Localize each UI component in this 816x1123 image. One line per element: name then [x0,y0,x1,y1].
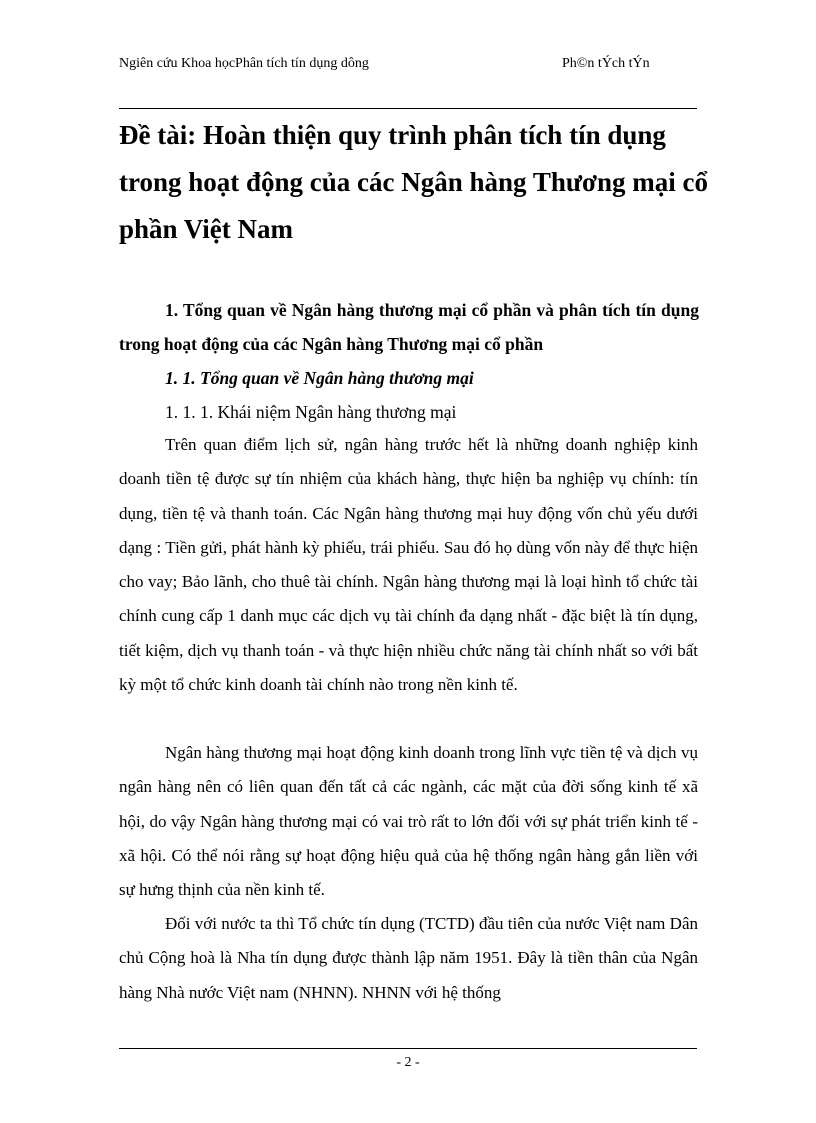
header-left-text: Ngiên cứu Khoa họcPhân tích tín dụng dông [119,56,369,71]
header-divider [119,108,697,109]
section-1-1-1-heading: 1. 1. 1. Khái niệm Ngân hàng thương mại [165,402,457,422]
document-title: Đề tài: Hoàn thiện quy trình phân tích tín dụng trong hoạt động của các Ngân hàng Thương mại cổ phần Việt Nam [119,120,708,244]
header-right-text: Ph©n tÝch tÝn [562,56,650,71]
body-paragraph-3: Đối với nước ta thì Tổ chức tín dụng (TCTD) đầu tiên của nước Việt nam Dân chủ Cộng hoà là Nha tín dụng được thành lập năm 1951. Đây là tiền thân của Ngân hàng Nhà nước Việt nam (NHNN). NHNN với hệ thống [119,914,698,1002]
body-paragraph-1: Trên quan điểm lịch sử, ngân hàng trước hết là những doanh nghiệp kinh doanh tiền tệ được sự tín nhiệm của khách hàng, thực hiện ba nghiệp vụ chính: tín dụng, tiền tệ và thanh toán. Các Ngân hàng thương mại huy động vốn chủ yếu dưới dạng : Tiền gửi, phát hành kỳ phiếu, trái phiếu. Sau đó họ dùng vốn này để thực hiện cho vay; Bảo lãnh, cho thuê tài chính. Ngân hàng thương mại là loại hình tổ chức tài chính cung cấp 1 danh mục các dịch vụ tài chính đa dạng nhất - đặc biệt là tín dụng, tiết kiệm, dịch vụ thanh toán - và thực hiện nhiều chức năng tài chính nhất so với bất kỳ một tổ chức kinh doanh tài chính nào trong nền kinh tế. [119,435,698,695]
page-number: - 2 - [396,1055,420,1070]
footer-divider [119,1048,697,1049]
section-1-1-heading: 1. 1. Tổng quan về Ngân hàng thương mại [165,368,474,388]
body-paragraph-2: Ngân hàng thương mại hoạt động kinh doanh trong lĩnh vực tiền tệ và dịch vụ ngân hàng nên có liên quan đến tất cả các ngành, các mặt của đời sống kinh tế xã hội, do vậy Ngân hàng thương mại có vai trò rất to lớn đối với sự phát triển kinh tế - xã hội. Có thể nói rằng sự hoạt động hiệu quả của hệ thống ngân hàng gắn liền với sự hưng thịnh của nền kinh tế. [119,743,698,900]
section-1-heading: 1. Tổng quan về Ngân hàng thương mại cổ phần và phân tích tín dụng trong hoạt động của các Ngân hàng Thương mại cổ phần [119,300,699,354]
